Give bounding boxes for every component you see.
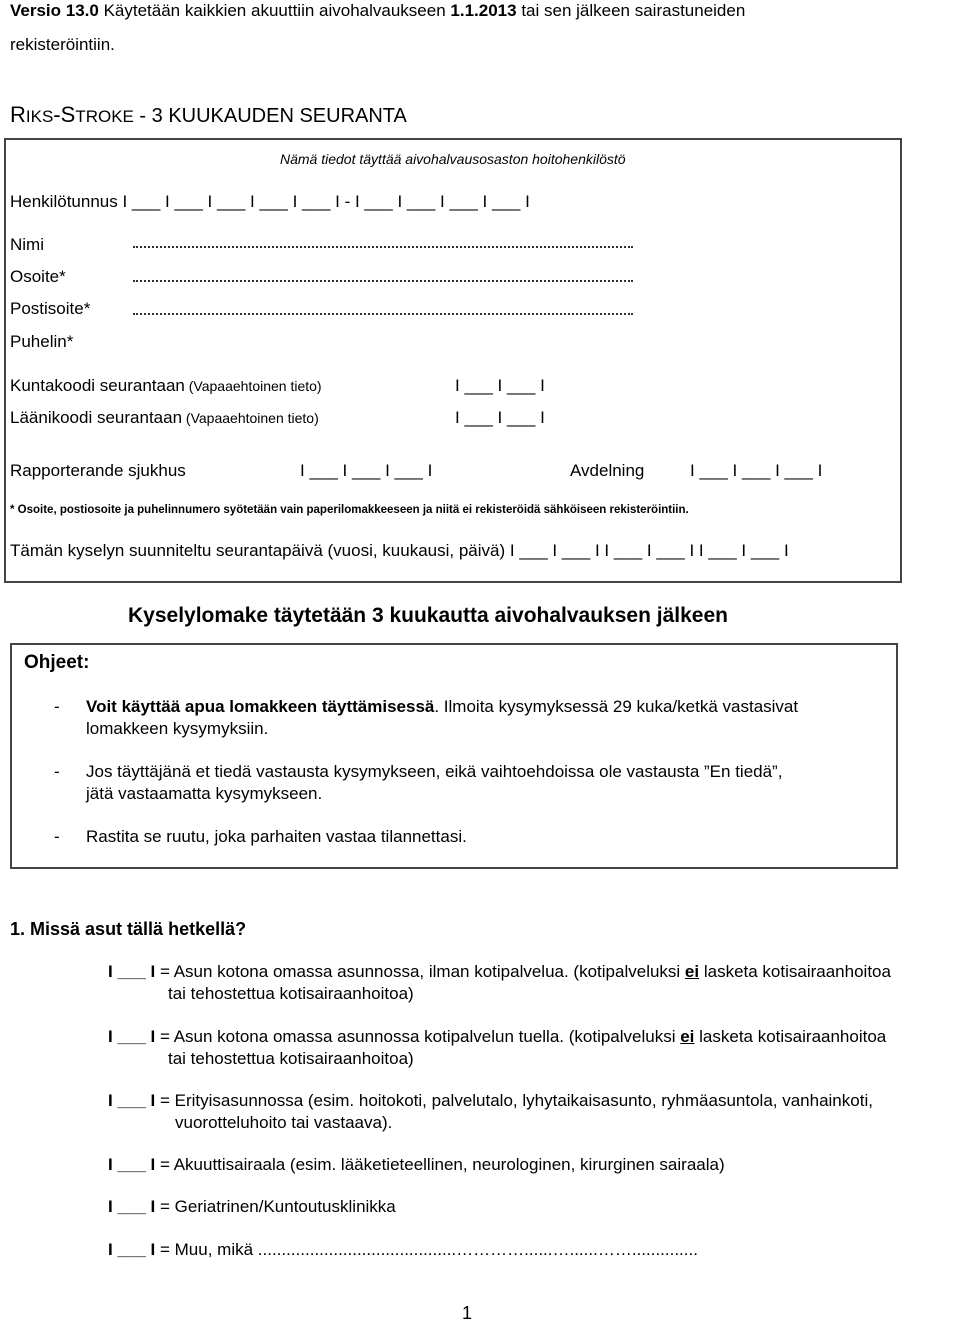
question-1-option <box>108 1197 396 1217</box>
rapporterande-label: Rapporterande sjukhus <box>10 461 186 480</box>
checkbox[interactable]: I ___ I <box>108 1197 156 1216</box>
laanikoodi-field[interactable]: I ___ I ___ I <box>455 408 545 427</box>
instruction-bullet-1: - <box>54 697 60 716</box>
checkbox[interactable]: I ___ I <box>108 962 156 981</box>
option-emphasis: ei <box>684 962 700 981</box>
option-text: = Erityisasunnossa (esim. hoitokoti, palvelutalo, lyhytaikaisasunto, ryhmäasuntola, vanhainkoti, <box>155 1091 873 1110</box>
question-1-option <box>108 1027 886 1047</box>
option-emphasis: ei <box>680 1027 695 1046</box>
option-text: = Akuuttisairaala (esim. lääketieteellinen, neurologinen, kirurginen sairaala) <box>155 1155 725 1174</box>
question-1-option <box>108 962 891 982</box>
option-text-end: lasketa kotisairaanhoitoa <box>694 1027 887 1046</box>
nimi-label: Nimi <box>10 235 44 254</box>
checkbox[interactable]: I ___ I <box>108 1155 156 1174</box>
checkbox[interactable]: I ___ I <box>108 1027 156 1046</box>
postisoite-label: Postisoite* <box>10 299 91 318</box>
avdelning-field[interactable]: I ___ I ___ I ___ I <box>690 461 823 480</box>
henkilotunnus-field[interactable]: Henkilötunnus I ___ I ___ I ___ I ___ I ___ I - I ___ I ___ I ___ I ___ I <box>10 192 530 211</box>
staff-note: Nämä tiedot täyttää aivohalvausosaston hoitohenkilöstö <box>280 151 626 167</box>
question-1-option <box>108 1091 873 1111</box>
instructions-heading: Kyselylomake täytetään 3 kuukautta aivohalvauksen jälkeen <box>128 604 728 627</box>
puhelin-label: Puhelin* <box>10 332 74 351</box>
option-text: = Asun kotona omassa asunnossa kotipalvelun tuella. (kotipalveluksi <box>155 1027 681 1046</box>
instruction-1: Voit käyttää apua lomakkeen täyttämisessä. Ilmoita kysymyksessä 29 kuka/ketkä vastasivat <box>86 697 799 716</box>
option-text-line2: tai tehostettua kotisairaanhoitoa) <box>168 984 414 1003</box>
kuntakoodi-label: Kuntakoodi seurantaan (Vapaaehtoinen tieto) <box>10 376 322 395</box>
page-number: 1 <box>462 1303 473 1323</box>
version-line <box>10 1 745 21</box>
question-1-option <box>108 1155 725 1175</box>
instruction-2-line2: jätä vastaamatta kysymykseen. <box>86 784 323 803</box>
nimi-field[interactable] <box>133 236 633 248</box>
instruction-3: Rastita se ruutu, joka parhaiten vastaa tilannettasi. <box>86 827 467 846</box>
question-1-title: 1. Missä asut tällä hetkellä? <box>10 919 247 939</box>
kuntakoodi-field[interactable]: I ___ I ___ I <box>455 376 545 395</box>
seurantapaiva-field[interactable]: Tämän kyselyn suunniteltu seurantapäivä (vuosi, kuukausi, päivä) I ___ I ___ I I ___ I ___ I I ___ I ___ I <box>10 541 789 560</box>
option-text-line2: vuorotteluhoito tai vastaava). <box>175 1113 393 1132</box>
postisoite-field[interactable] <box>133 303 633 315</box>
option-text: = Muu, mikä ..........................................…………......…......…….............. <box>155 1240 698 1259</box>
instruction-bullet-3: - <box>54 827 60 846</box>
instruction-2: Jos täyttäjänä et tiedä vastausta kysymykseen, eikä vaihtoehdoissa ole vastausta ”En tiedä”, <box>86 762 783 781</box>
instruction-bullet-2: - <box>54 762 60 781</box>
osoite-field[interactable] <box>133 270 633 282</box>
rapporterande-field[interactable]: I ___ I ___ I ___ I <box>300 461 433 480</box>
avdelning-label: Avdelning <box>570 461 645 480</box>
checkbox[interactable]: I ___ I <box>108 1091 156 1110</box>
instruction-1-line2: lomakkeen kysymyksiin. <box>86 719 269 738</box>
page-title: RIKS-STROKE - 3 KUUKAUDEN SEURANTA <box>10 102 407 127</box>
option-text-end: lasketa kotisairaanhoitoa <box>699 962 891 981</box>
laanikoodi-label: Läänikoodi seurantaan (Vapaaehtoinen tieto) <box>10 408 319 427</box>
footnote: * Osoite, postiosoite ja puhelinnumero syötetään vain paperilomakkeeseen ja niitä ei rekisteröidä sähköiseen rekisteröintiin. <box>10 504 689 516</box>
version-text-end: tai sen jälkeen sairastuneiden <box>516 1 746 20</box>
option-text: = Geriatrinen/Kuntoutusklinikka <box>155 1197 396 1216</box>
ohjeet-label: Ohjeet: <box>24 652 90 673</box>
option-text-line2: tai tehostettua kotisairaanhoitoa) <box>168 1049 414 1068</box>
option-text: = Asun kotona omassa asunnossa, ilman kotipalvelua. (kotipalveluksi <box>155 962 685 981</box>
version-line-2: rekisteröintiin. <box>10 35 115 54</box>
version-text: Käytetään kaikkien akuuttiin aivohalvaukseen <box>98 1 451 20</box>
version-date: 1.1.2013 <box>450 1 517 20</box>
osoite-label: Osoite* <box>10 267 66 286</box>
checkbox[interactable]: I ___ I <box>108 1240 156 1259</box>
question-1-option <box>108 1240 698 1260</box>
version-number: Versio 13.0 <box>10 1 99 20</box>
